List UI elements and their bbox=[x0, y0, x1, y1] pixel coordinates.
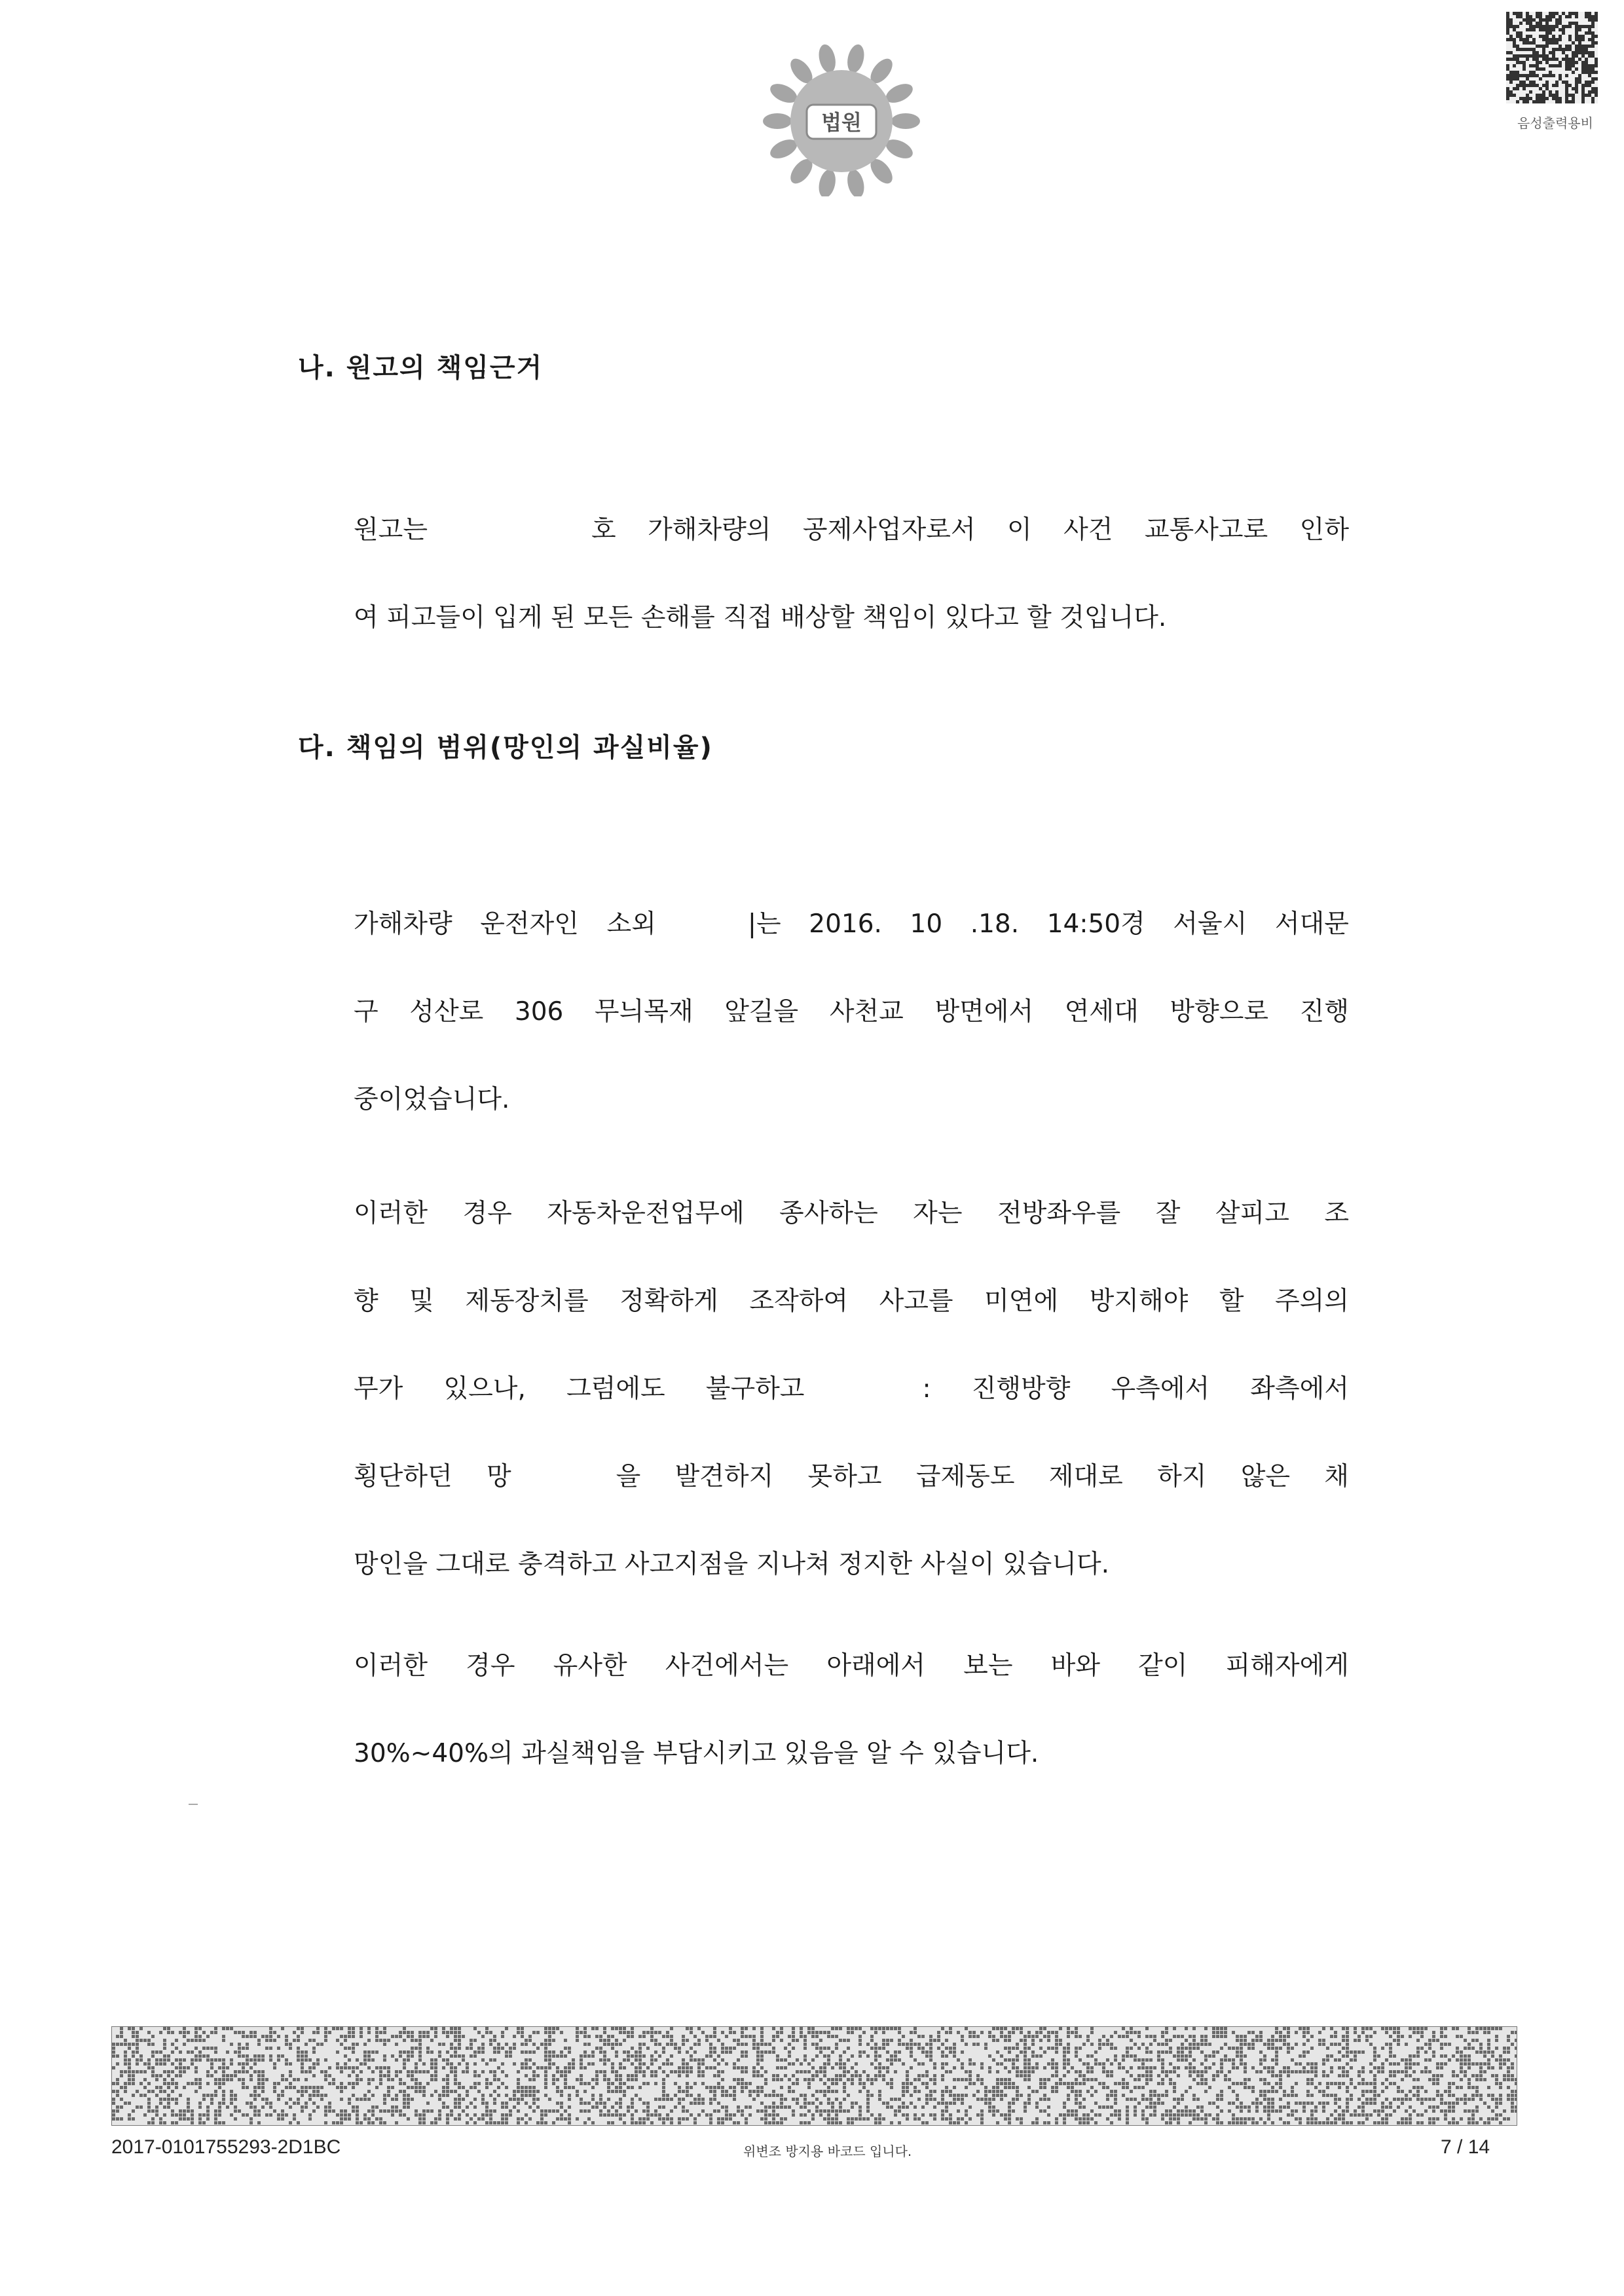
emblem-label: 법원 bbox=[821, 110, 862, 135]
qr-caption: 음성출력용비 bbox=[1517, 115, 1593, 131]
text-line: 향 및 제동장치를 정확하게 조작하여 사고를 미연에 방지해야 할 주의의 bbox=[354, 1286, 1349, 1316]
section-heading-da: 다. 책임의 범위(망인의 과실비율) bbox=[298, 733, 713, 763]
barcode-note: 위변조 방지용 바코드 입니다. bbox=[743, 2143, 912, 2159]
text-line: 원고는 호 가해차량의 공제사업자로서 이 사건 교통사고로 인하 bbox=[354, 515, 1349, 545]
text-line: 무가 있으나, 그럼에도 불구하고 : 진행방향 우측에서 좌측에서 bbox=[354, 1374, 1349, 1404]
text-line: 중이었습니다. bbox=[354, 1085, 510, 1114]
anti-forgery-barcode bbox=[111, 2026, 1517, 2126]
paragraph-da-2 bbox=[354, 1170, 1349, 1609]
text-line: 이러한 경우 자동차운전업무에 종사하는 자는 전방좌우를 잘 살피고 조 bbox=[354, 1199, 1349, 1228]
section-heading-na: 나. 원고의 책임근거 bbox=[298, 353, 544, 383]
text-line: 망인을 그대로 충격하고 사고지점을 지나쳐 정지한 사실이 있습니다. bbox=[354, 1550, 1110, 1579]
page-number: 7 / 14 bbox=[1441, 2136, 1490, 2158]
paragraph-da-1 bbox=[354, 881, 1349, 1144]
text-line: 횡단하던 망 을 발견하지 못하고 급제동도 제대로 하지 않은 채 bbox=[354, 1462, 1349, 1491]
paragraph-da-3 bbox=[354, 1622, 1349, 1798]
text-line: 가해차량 운전자인 소외 |는 2016. 10 .18. 14:50경 서울시 서대문 bbox=[354, 909, 1349, 939]
paragraph-na bbox=[354, 486, 1349, 662]
scan-mark bbox=[189, 1804, 198, 1805]
court-emblem-icon bbox=[760, 33, 923, 196]
text-line: 30%~40%의 과실책임을 부담시키고 있음을 알 수 있습니다. bbox=[354, 1739, 1039, 1768]
text-line: 이러한 경우 유사한 사건에서는 아래에서 보는 바와 같이 피해자에게 bbox=[354, 1651, 1349, 1681]
qr-code-icon bbox=[1506, 12, 1598, 103]
text-line: 여 피고들이 입게 된 모든 손해를 직접 배상할 책임이 있다고 할 것입니다. bbox=[354, 603, 1167, 632]
document-id: 2017-0101755293-2D1BC bbox=[111, 2136, 341, 2158]
text-line: 구 성산로 306 무늬목재 앞길을 사천교 방면에서 연세대 방향으로 진행 bbox=[354, 997, 1349, 1027]
